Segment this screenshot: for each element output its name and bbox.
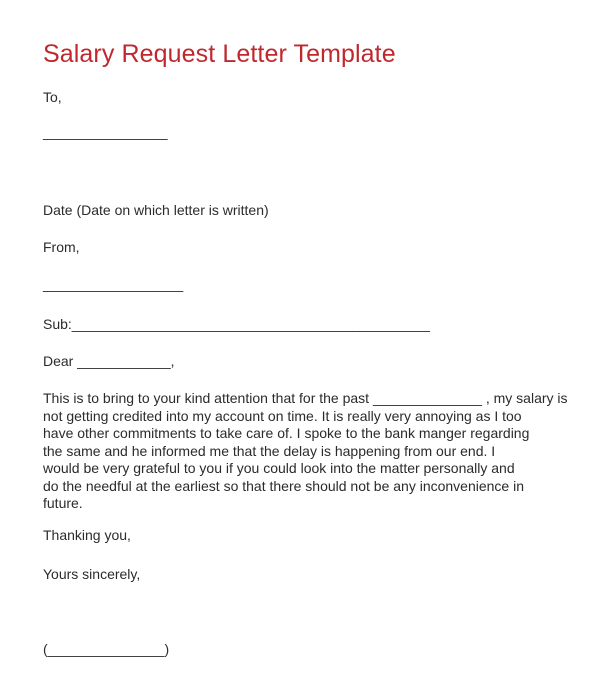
body-line: not getting credited into my account on time. It is really very annoying as I too bbox=[43, 407, 522, 424]
body-line: do the needful at the earliest so that there should not be any inconvenience in bbox=[43, 477, 525, 494]
date-line: Date (Date on which letter is written) bbox=[43, 202, 269, 218]
body-line: have other commitments to take care of. I spoke to the bank manger regarding bbox=[43, 425, 530, 441]
sign-off: Yours sincerely, bbox=[43, 566, 141, 582]
to-blank: ________________ bbox=[43, 124, 168, 140]
body-line: This is to bring to your kind attention that for the past ______________ , my salary is bbox=[43, 390, 568, 406]
body-line: future. bbox=[43, 495, 83, 511]
subject-line: Sub:______________________________________________ bbox=[43, 316, 430, 332]
body-line: would be very grateful to you if you could look into the matter personally and bbox=[43, 460, 515, 476]
body-line: the same and he informed me that the delay is happening from our end. I bbox=[43, 442, 496, 459]
page-title: Salary Request Letter Template bbox=[43, 40, 396, 68]
salutation: Dear ____________, bbox=[43, 353, 175, 369]
closing: Thanking you, bbox=[43, 527, 131, 543]
letter-body bbox=[43, 390, 568, 513]
to-label: To, bbox=[43, 89, 62, 105]
from-label: From, bbox=[43, 239, 80, 255]
signature-blank: (_______________) bbox=[43, 641, 170, 657]
from-blank: __________________ bbox=[43, 276, 184, 292]
